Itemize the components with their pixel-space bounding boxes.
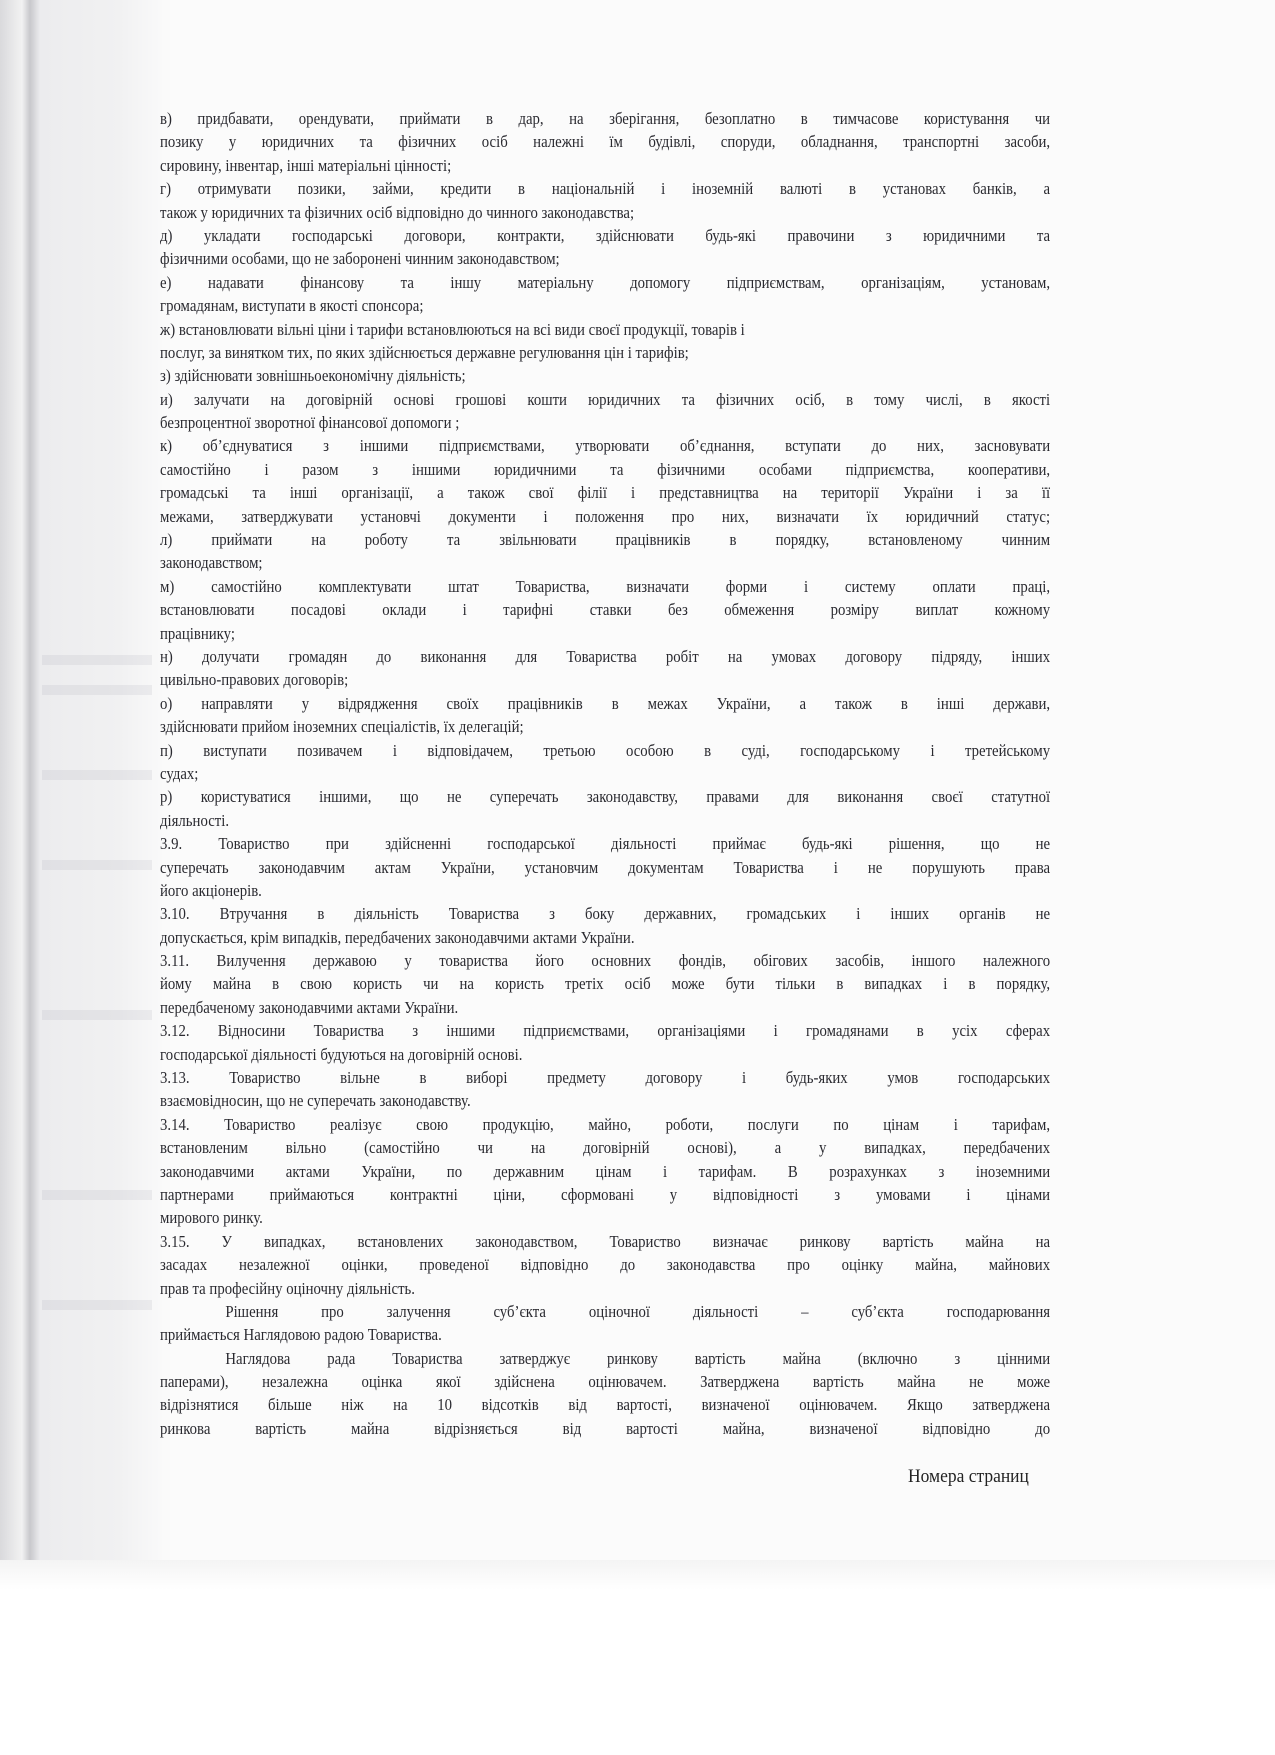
text-line: передбаченому законодавчими актами України.	[160, 997, 459, 1017]
text-line: також у юридичних та фізичних осіб відповідно до чинного законодавства;	[160, 202, 635, 222]
text-line: д) укладати господарські договори, контракти, здійснювати будь-які правочини з юридичними та	[160, 225, 1051, 245]
text-line: фізичними особами, що не заборонені чинним законодавством;	[160, 249, 560, 269]
text-line: цивільно-правових договорів;	[160, 670, 349, 690]
text-line: законодавчими актами України, по державним цінам і тарифам. В розрахунках з іноземними	[160, 1161, 1051, 1181]
text-line: к) об’єднуватися з іншими підприємствами, утворювати об’єднання, вступати до них, засновувати	[160, 436, 1051, 456]
text-line: 3.13. Товариство вільне в виборі предмету договору і будь-яких умов господарських	[160, 1068, 1051, 1088]
text-line: сировину, інвентар, інші матеріальні цінності;	[160, 155, 452, 175]
bleed-through-text	[42, 1300, 152, 1310]
text-line: прав та професійну оціночну діяльність.	[160, 1278, 415, 1298]
page-footer-page-numbers: Номера страниц	[908, 1466, 1029, 1487]
text-line: мирового ринку.	[160, 1208, 263, 1228]
text-line: Рішення про залучення суб’єкта оціночної діяльності – суб’єкта господарювання	[225, 1301, 1051, 1321]
text-line: 3.14. Товариство реалізує свою продукцію, майно, роботи, послуги по цінам і тарифам,	[160, 1114, 1051, 1134]
text-line: відрізнятися більше ніж на 10 відсотків від вартості, визначеної оцінювачем. Якщо затверджена	[160, 1395, 1051, 1415]
text-line: 3.12. Відносини Товариства з іншими підприємствами, організаціями і громадянами в усіх сферах	[160, 1021, 1051, 1041]
text-line: паперами), незалежна оцінка якої здійснена оцінювачем. Затверджена вартість майна не може	[160, 1372, 1051, 1392]
bleed-through-text	[42, 1190, 152, 1200]
text-line: межами, затверджувати установчі документи і положення про них, визначати їх юридичний статус;	[160, 506, 1051, 526]
text-line: о) направляти у відрядження своїх працівників в межах України, а також в інші держави,	[160, 693, 1051, 713]
text-line: 3.11. Вилучення державою у товариства його основних фондів, обігових засобів, іншого належного	[160, 951, 1051, 971]
text-line: ж) встановлювати вільні ціни і тарифи встановлюються на всі види своєї продукції, товарів і	[160, 319, 745, 339]
text-line: ринкова вартість майна відрізняється від вартості майна, визначеної відповідно до	[160, 1418, 1051, 1438]
text-line: п) виступати позивачем і відповідачем, третьою особою в суді, господарському і третейському	[160, 740, 1051, 760]
text-line: л) приймати на роботу та звільнювати працівників в порядку, встановленому чинним	[160, 530, 1051, 550]
scan-bottom-margin	[0, 1560, 1275, 1755]
document-body-text	[160, 107, 1050, 1440]
bleed-through-text	[42, 770, 152, 780]
text-line: встановленим вільно (самостійно чи на договірній основі), а у випадках, передбачених	[160, 1138, 1051, 1158]
bleed-through-text	[42, 685, 152, 695]
text-line: 3.15. У випадках, встановлених законодавством, Товариство визначає ринкову вартість майна на	[160, 1231, 1051, 1251]
text-line: допускається, крім випадків, передбачених законодавчими актами України.	[160, 927, 635, 947]
text-line: 3.10. Втручання в діяльність Товариства з боку державних, громадських і інших органів не	[160, 904, 1051, 924]
text-line: м) самостійно комплектувати штат Товариства, визначати форми і систему оплати праці,	[160, 576, 1051, 596]
scan-page-edge-shadow	[0, 0, 170, 1755]
text-line: Наглядова рада Товариства затверджує ринкову вартість майна (включно з цінними	[225, 1348, 1051, 1368]
text-line: здійснювати прийом іноземних спеціалістів, їх делегацій;	[160, 717, 524, 737]
text-line: діяльності.	[160, 810, 230, 830]
text-line: судах;	[160, 763, 199, 783]
text-line: приймається Наглядовою радою Товариства.	[160, 1325, 442, 1345]
text-line: н) долучати громадян до виконання для Товариства робіт на умовах договору підряду, інших	[160, 646, 1051, 666]
text-line: р) користуватися іншими, що не суперечать законодавству, правами для виконання своєї статутної	[160, 787, 1051, 807]
text-line: позику у юридичних та фізичних осіб належні їм будівлі, споруди, обладнання, транспортні засоби,	[160, 132, 1051, 152]
text-line: йому майна в свою користь чи на користь третіх осіб може бути тільки в випадках і в порядку,	[160, 974, 1051, 994]
text-line: в) придбавати, орендувати, приймати в дар, на зберігання, безоплатно в тимчасове користування чи	[160, 109, 1051, 128]
text-line: 3.9. Товариство при здійсненні господарської діяльності приймає будь-які рішення, що не	[160, 834, 1051, 854]
text-line: господарської діяльності будуються на договірній основі.	[160, 1044, 523, 1064]
text-line: самостійно і разом з іншими юридичними та фізичними особами підприємства, кооперативи,	[160, 459, 1051, 479]
bleed-through-text	[42, 1010, 152, 1020]
text-line: взаємовідносин, що не суперечать законодавству.	[160, 1091, 471, 1111]
text-line: суперечать законодавчим актам України, установчим документам Товариства і не порушують права	[160, 857, 1051, 877]
text-line: встановлювати посадові оклади і тарифні ставки без обмеження розміру виплат кожному	[160, 600, 1051, 620]
text-line: е) надавати фінансову та іншу матеріальну допомогу підприємствам, організаціям, установам,	[160, 272, 1051, 292]
text-line: послуг, за винятком тих, по яких здійснюється державне регулювання цін і тарифів;	[160, 342, 689, 362]
text-line: безпроцентної зворотної фінансової допомоги ;	[160, 413, 460, 433]
text-line: громадянам, виступати в якості спонсора;	[160, 296, 424, 316]
text-line: його акціонерів.	[160, 880, 262, 900]
text-line: партнерами приймаються контрактні ціни, сформовані у відповідності з умовами і цінами	[160, 1184, 1051, 1204]
bleed-through-text	[42, 655, 152, 665]
text-line: засадах незалежної оцінки, проведеної відповідно до законодавства про оцінку майна, майнових	[160, 1255, 1051, 1275]
text-line: и) залучати на договірній основі грошові кошти юридичних та фізичних осіб, в тому числі, в якості	[160, 389, 1051, 409]
text-line: працівнику;	[160, 623, 235, 643]
text-line: з) здійснювати зовнішньоекономічну діяльність;	[160, 366, 466, 386]
bleed-through-text	[42, 860, 152, 870]
text-line: законодавством;	[160, 553, 263, 573]
text-line: громадські та інші організації, а також свої філії і представництва на території України і за її	[160, 483, 1051, 503]
text-line: г) отримувати позики, займи, кредити в національній і іноземній валюті в установах банків, а	[160, 179, 1051, 199]
